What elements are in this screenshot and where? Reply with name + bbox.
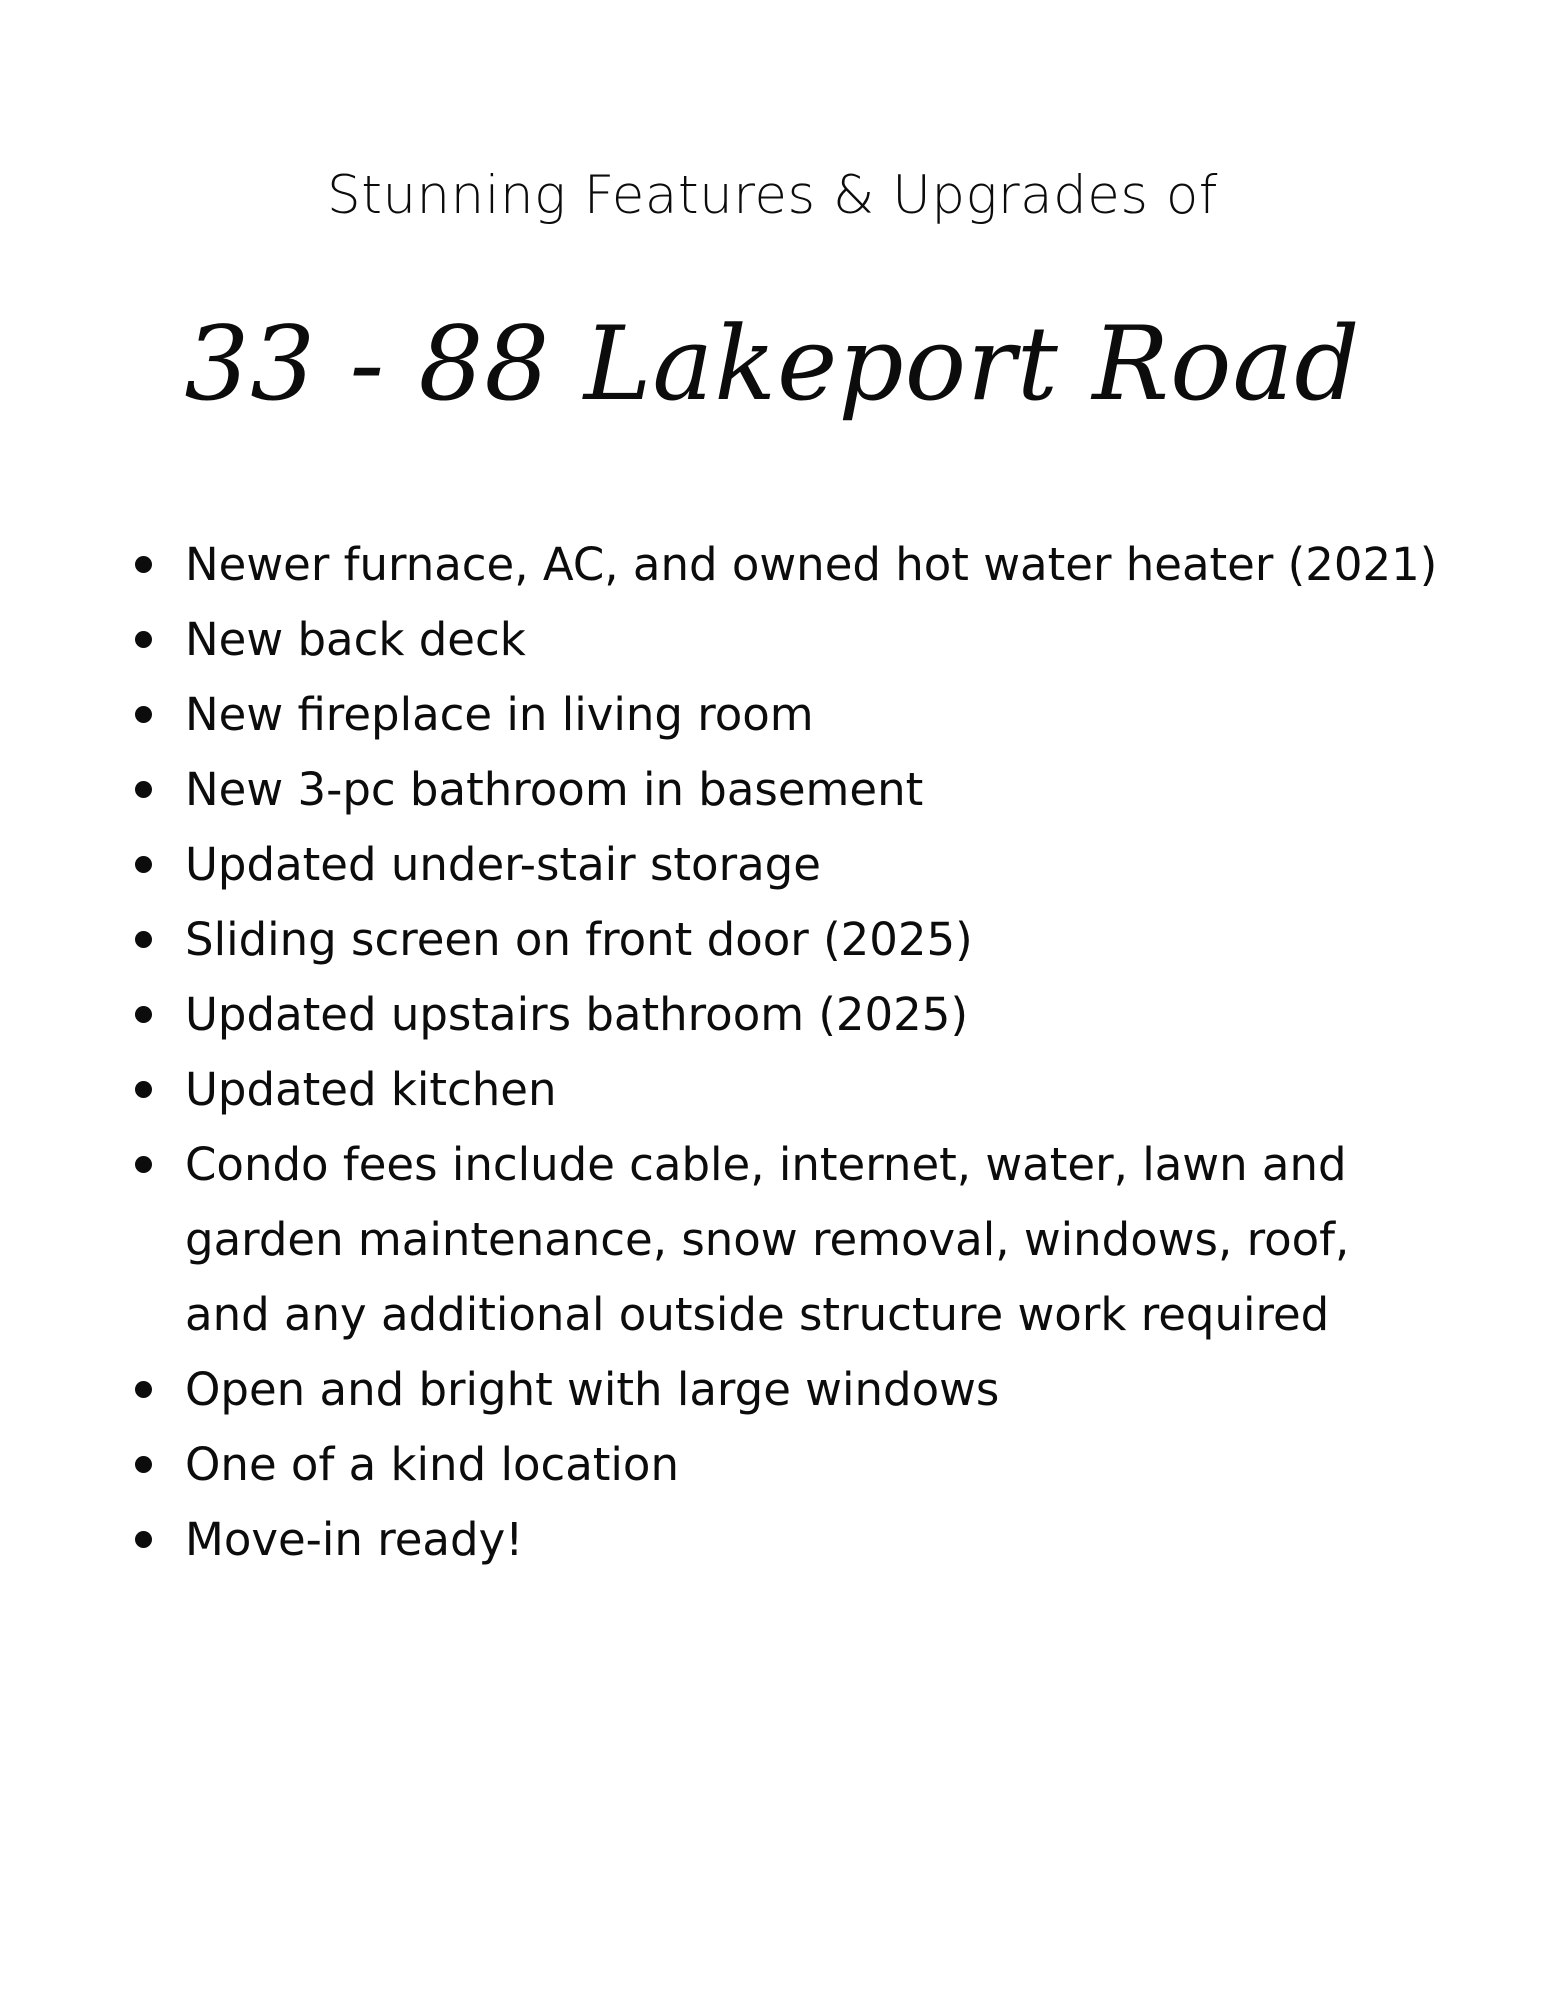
feature-item <box>185 902 1445 977</box>
feature-text: Condo fees include cable, internet, water, lawn and garden maintenance, snow removal, windows, roof, and any additional outside structure work required <box>185 1138 1350 1341</box>
feature-item <box>185 827 1445 902</box>
feature-item <box>185 1502 1445 1577</box>
bullet-icon <box>135 1081 152 1098</box>
feature-item <box>185 1427 1445 1502</box>
feature-text: Newer furnace, AC, and owned hot water heater (2021) <box>185 538 1438 591</box>
bullet-icon <box>135 1456 152 1473</box>
feature-item <box>185 1352 1445 1427</box>
bullet-icon <box>135 931 152 948</box>
feature-text: Move-in ready! <box>185 1513 524 1566</box>
feature-item <box>185 527 1445 602</box>
feature-text: Updated kitchen <box>185 1063 557 1116</box>
feature-text: Updated upstairs bathroom (2025) <box>185 988 968 1041</box>
bullet-icon <box>135 1006 152 1023</box>
property-address-title: 33 - 88 Lakeport Road <box>184 305 1361 424</box>
feature-item <box>185 752 1445 827</box>
bullet-icon <box>135 1531 152 1548</box>
bullet-icon <box>135 706 152 723</box>
bullet-icon <box>135 556 152 573</box>
feature-text: One of a kind location <box>185 1438 679 1491</box>
feature-text: Updated under-stair storage <box>185 838 821 891</box>
features-list <box>185 527 1445 1577</box>
page-subtitle: Stunning Features & Upgrades of <box>327 165 1218 226</box>
bullet-icon <box>135 1381 152 1398</box>
feature-item <box>185 1052 1445 1127</box>
feature-text: Open and bright with large windows <box>185 1363 1000 1416</box>
bullet-icon <box>135 1156 152 1173</box>
bullet-icon <box>135 781 152 798</box>
feature-item <box>185 677 1445 752</box>
feature-text: New fireplace in living room <box>185 688 814 741</box>
feature-text: New 3-pc bathroom in basement <box>185 763 924 816</box>
bullet-icon <box>135 631 152 648</box>
feature-item <box>185 977 1445 1052</box>
feature-item <box>185 602 1445 677</box>
feature-item <box>185 1127 1445 1352</box>
feature-text: New back deck <box>185 613 526 666</box>
feature-text: Sliding screen on front door (2025) <box>185 913 973 966</box>
bullet-icon <box>135 856 152 873</box>
